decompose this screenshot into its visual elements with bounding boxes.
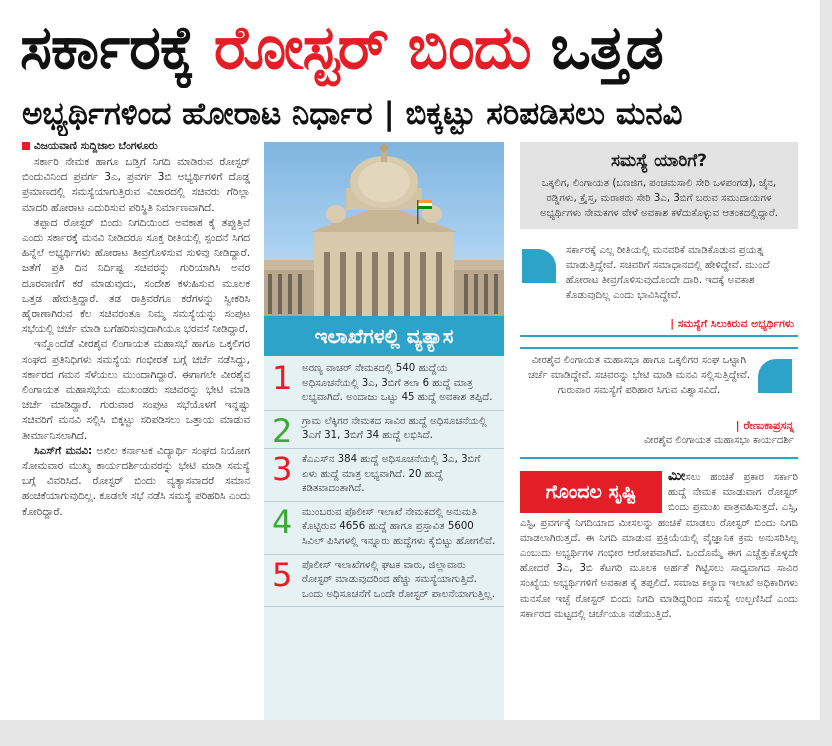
mahasabha-quote-text: ವೀರಶೈವ ಲಿಂಗಾಯತ ಮಹಾಸಭಾ ಹಾಗೂ ಒಕ್ಕಲಿಗರ ಸಂಘ ಒಟ್ಟಾಗಿ ಚರ್ಚೆ ಮಾಡಿದ್ದೇವೆ. ಸಚಿವರನ್ನು ಭೇಟಿ ಮಾಡಿ ಮನವಿ ಸಲ್ಲಿಸುತ್ತಿದ್ದೇವೆ. ಗುರುವಾರ ಸಮಸ್ಯೆಗೆ ಪರಿಹಾರ ಸಿಗುವ ವಿಶ್ವಾಸವಿದೆ.: [528, 355, 750, 396]
main-article: [22, 140, 250, 710]
department-item-number: 2: [272, 411, 293, 450]
mahasabha-quote-name: | ರೇಣುಕಾಪ್ರಸನ್ನ: [735, 419, 794, 432]
department-panel: [264, 142, 504, 720]
mahasabha-quote-org: ವೀರಶೈವ ಲಿಂಗಾಯತ ಮಹಾಸಭಾ ಕಾರ್ಯದರ್ಶಿ: [644, 435, 794, 446]
who-affected-title: ಸಮಸ್ಯೆ ಯಾರಿಗೆ?: [610, 151, 708, 171]
candidates-quote-source: | ಸಮಸ್ಯೆಗೆ ಸಿಲುಕಿರುವ ಅಭ್ಯರ್ಥಿಗಳು: [670, 318, 794, 330]
subheadline: ಅಭ್ಯರ್ಥಿಗಳಿಂದ ಹೋರಾಟ ನಿರ್ಧಾರ | ಬಿಕ್ಕಟ್ಟು ಸರಿಪಡಿಸಲು ಮನವಿ: [22, 96, 683, 132]
department-item-number: 3: [272, 449, 293, 488]
who-affected-box: [520, 142, 798, 229]
page-shadow-right: [820, 0, 832, 746]
department-item-text: ಪೊಲೀಸ್ ಇಲಾಖೆಗಳಲ್ಲಿ ಘಟಕ ವಾರು, ಜಿಲ್ಲಾವಾರು ರೋಸ್ಟರ್ ಮಾಡುವುದರಿಂದ ಹೆಚ್ಚು ಸಮಸ್ಯೆಯಾಗುತ್ತಿದೆ. ಒಂದು ಅಧಿಸೂಚನೆಗೆ ಒಂದೇ ರೋಸ್ಟರ್ ಪಾಲನೆಯಾಗುತ್ತಿಲ್ಲ.: [302, 559, 496, 600]
candidates-quote: [520, 243, 798, 337]
department-item: [264, 358, 504, 411]
article-paragraph-4-text: ಅಖಿಲ ಕರ್ನಾಟಕ ವಿದ್ಯಾರ್ಥಿ ಸಂಘದ ನಿಯೋಗ ಸೋಮವಾರ ಮುಖ್ಯ ಕಾರ್ಯದರ್ಶಿಯವರನ್ನು ಭೇಟಿ ಮಾಡಿ ಸಮಸ್ಯೆ ಬಗ್ಗೆ ವಿವರಿಸಿದೆ. ರೋಸ್ಟರ್ ಬಿಂದು ವ್ಯತ್ಯಾಸವಾದರೆ ಸಮಾನ ಹಂಚಿಕೆಯಾಗುವುದಿಲ್ಲ. ಕೂಡಲೇ ಸಭೆ ನಡೆಸಿ ಸಮಸ್ಯೆ ಪರಿಹರಿಸಿ ಎಂದು ಕೋರಿದ್ದಾರೆ.: [22, 444, 250, 518]
confusion-drop-cap: ಮೀ: [668, 468, 686, 484]
department-item-number: 4: [272, 502, 293, 541]
department-item: [264, 411, 504, 449]
department-item-text: ಮುಂಬರುವ ಪೊಲೀಸ್ ಇಲಾಖೆ ನೇಮಕದಲ್ಲಿ ಅನುಮತಿ ಕೊಟ್ಟಿರುವ 4656 ಹುದ್ದೆ ಹಾಗೂ ಪ್ರಸ್ತಾವಿತ 5600 ಸಿವಿಲ್ ಪಿಸಿಗಳಲ್ಲಿ ಇನ್ನೂರು ಹುದ್ದೆಗಳು ಕೈಬಿಟ್ಟು ಹೋಗಲಿವೆ.: [302, 506, 496, 547]
byline-text: ವಿಜಯವಾಣಿ ಸುದ್ದಿಜಾಲ ಬೆಂಗಳೂರು: [34, 140, 158, 152]
departments-list: [264, 358, 504, 607]
headline-part-1: ಸರ್ಕಾರಕ್ಕೆ: [20, 13, 194, 83]
department-item: [264, 555, 504, 608]
confusion-body: ಸಲು ಹಂಚಿಕೆ ಪ್ರಕಾರ ಸರ್ಕಾರಿ ಹುದ್ದೆ ನೇಮಕ ಮಾಡುವಾಗ ರೋಸ್ಟರ್ ಬಿಂದು ಪ್ರಮುಖ ಪಾತ್ರವಹಿಸುತ್ತದೆ. ಎಸ್ಸಿ, ಎಸ್ಟಿ, ಪ್ರವರ್ಗಕ್ಕೆ ನಿಗದಿಯಾದ ಮೀಸಲನ್ನು ಹಂಚಿಕೆ ಮಾಡಲು ರೋಸ್ಟರ್ ಬಿಂದು ನಿಗದಿ ಮಾಡಲಾಗಿರುತ್ತದೆ. ಈ ನಿಗದಿ ಮಾಡುವ ಪ್ರಕ್ರಿಯೆಯಲ್ಲಿ ವೈಜ್ಞಾನಿಕ ಕ್ರಮ ಅನುಸರಿಸಿಲ್ಲ ಎಂಬುದು ಅಭ್ಯರ್ಥಿಗಳ ಗಂಭೀರ ಆರೋಪವಾಗಿದೆ. ಒಂದೊಮ್ಮೆ ಈಗ ಎಚ್ಚೆತ್ತುಕೊಳ್ಳದೇ ಹೋದರೆ 3ಎ, 3ಬಿ ಕೆಟಗರಿ ಮೂಲಕ ಅರ್ಹತೆ ಗಿಟ್ಟಿಸಲು ಸಾಧ್ಯವಾಗದ ಸಾವಿರ ಸಂಖ್ಯೆಯ ಅಭ್ಯರ್ಥಿಗಳಿಗೆ ಅವಕಾಶ ಕೈ ತಪ್ಪಲಿದೆ. ಸಮಾಜ ಕಲ್ಯಾಣ ಇಲಾಖೆ ಅಧಿಕಾರಿಗಳು ಮನಸೋ ಇಚ್ಛೆ ರೋಸ್ಟರ್ ಬಿಂದು ನಿಗದಿ ಮಾಡಿದ್ದರಿಂದ ಸಮಸ್ಯೆ ಉಲ್ಬಣಿಸಿದೆ ಎಂದು ಸರ್ಕಾರದ ಮಟ್ಟದಲ್ಲಿ ಚರ್ಚೆಯೂ ನಡೆಯುತ್ತಿದೆ.: [520, 472, 798, 620]
byline: [22, 140, 250, 153]
vidhana-soudha-illustration: [264, 142, 504, 324]
department-item-text: ಅರಣ್ಯ ವಾಚರ್ ನೇಮಕದಲ್ಲಿ 540 ಹುದ್ದೆಯ ಅಧಿಸೂಚನೆಯಲ್ಲಿ 3ಎ, 3ಬಿಗೆ ತಲಾ 6 ಹುದ್ದೆ ಮಾತ್ರ ಲಭ್ಯವಾಗಿದೆ. ಅಂದಾಜು ಒಟ್ಟು 45 ಹುದ್ದೆ ಅವಕಾಶ ತಪ್ಪಿದೆ.: [302, 363, 493, 404]
byline-square-icon: [22, 142, 30, 150]
side-column: [520, 142, 798, 720]
department-item-text: ಕೆಎಎಸ್‌ನ 384 ಹುದ್ದೆ ಅಧಿಸೂಚನೆಯಲ್ಲಿ 3ಎ, 3ಬಿಗೆ ಏಳು ಹುದ್ದೆ ಮಾತ್ರ ಲಭ್ಯವಾಗಿದೆ. 20 ಹುದ್ದೆ ಕಡಿತವಾದಂತಾಗಿದೆ.: [302, 453, 481, 495]
department-item-number: 1: [272, 359, 293, 397]
mahasabha-quote: [520, 347, 798, 459]
departments-title: ಇಲಾಖೆಗಳಲ್ಲಿ ವ್ಯತ್ಯಾಸ: [264, 316, 504, 356]
headline-part-3: ಒತ್ತಡ: [550, 13, 663, 83]
department-item: [264, 449, 504, 502]
article-paragraph-1: ಸರ್ಕಾರಿ ನೇಮಕ ಹಾಗೂ ಬಡ್ತಿಗೆ ನಿಗದಿ ಮಾಡಿರುವ ರೋಸ್ಟರ್ ಬಿಂದುವಿನಿಂದ ಪ್ರವರ್ಗ 3ಎ, ಪ್ರವರ್ಗ 3ಬಿ ಅಭ್ಯರ್ಥಿಗಳಿಗೆ ದೊಡ್ಡ ಪ್ರಮಾಣದಲ್ಲಿ ಸಮಸ್ಯೆಯಾಗುತ್ತಿರುವ ವಿಚಾರದಲ್ಲಿ ಸಚಿವರು ಗೆರಿಲ್ಲಾ ಮಾದರಿ ಹೋರಾಟ ಎದುರಿಸುವ ಪರಿಸ್ಥಿತಿ ನಿರ್ಮಾಣವಾಗಿದೆ.: [22, 156, 250, 214]
confusion-section: [520, 469, 798, 622]
article-paragraph-4: [22, 444, 250, 520]
page-shadow-bottom: [0, 720, 832, 746]
candidates-quote-text: ಸರ್ಕಾರಕ್ಕೆ ಎಲ್ಲ ರೀತಿಯಲ್ಲಿ ಮನವರಿಕೆ ಮಾಡಿಕೊಡುವ ಪ್ರಯತ್ನ ಮಾಡುತ್ತಿದ್ದೇವೆ. ಸಚಿವರಿಗೆ ಸಮಾಧಾನದಲ್ಲಿ ಹೇಳಿದ್ದೇವೆ. ಮುಂದೆ ಹೋರಾಟ ತೀವ್ರಗೊಳಿಸುವುದೊಂದೇ ದಾರಿ. ಇದಕ್ಕೆ ಅವಕಾಶ ಕೊಡುವುದಿಲ್ಲ ಎಂದು ಭಾವಿಸಿದ್ದೇವೆ.: [566, 245, 770, 301]
quote-mark-icon: [758, 359, 792, 393]
department-item-text: ಗ್ರಾಮ ಲೆಕ್ಕಿಗರ ನೇಮಕದ ಸಾವಿರ ಹುದ್ದೆ ಅಧಿಸೂಚನೆಯಲ್ಲಿ 3ಎಗೆ 31, 3ಬಿಗೆ 34 ಹುದ್ದೆ ಲಭಿಸಿದೆ.: [302, 415, 487, 442]
department-item-number: 5: [272, 555, 293, 594]
confusion-badge: ಗೊಂದಲ ಸೃಷ್ಟಿ: [520, 471, 662, 513]
article-paragraph-4-lead: ಸಿಎಸ್‌ಗೆ ಮನವಿ:: [34, 444, 93, 457]
headline-part-2: ರೋಸ್ಟರ್ ಬಿಂದು: [213, 13, 531, 83]
vidhana-soudha-photo: [264, 142, 504, 324]
quote-mark-icon: [522, 249, 556, 283]
article-paragraph-2: ತಪ್ಪಾದ ರೋಸ್ಟರ್ ಬಿಂದು ನಿಗದಿಯಿಂದ ಅವಕಾಶ ಕೈ ತಪ್ಪುತ್ತಿವೆ ಎಂದು ಸರ್ಕಾರಕ್ಕೆ ಮನವಿ ನೀಡಿದರೂ ಸೂಕ್ತ ರೀತಿಯಲ್ಲಿ ಸ್ಪಂದನೆ ಸಿಗದ ಹಿನ್ನೆಲೆ ಅಭ್ಯರ್ಥಿಗಳು ಹೋರಾಟ ತೀವ್ರಗೊಳಿಸುವ ಸುಳಿವು ನೀಡಿದ್ದಾರೆ. ಜತೆಗೆ ಪ್ರತಿ ದಿನ ನಿರ್ದಿಷ್ಟ ಸಚಿವರನ್ನು ಗುರಿಯಾಗಿಸಿ ಅವರ ದೂರವಾಣಿಗೆ ಕರೆ ಮಾಡುವುದು, ಸಂದೇಶ ಕಳುಹಿಸುವ ಮೂಲಕ ಒತ್ತಡ ಹೇರುತ್ತಿದ್ದಾರೆ. ತಡ ರಾತ್ರಿವರೆಗೂ ಕರೆಗಳನ್ನು ಸ್ವೀಕರಿಸಿ ಹೈರಾಣಾಗಿರುವ ಕೆಲ ಸಚಿವರಂತೂ ನಿಮ್ಮ ಸಮಸ್ಯೆಯನ್ನು ಸಂಪುಟ ಸಭೆಯಲ್ಲಿ ಚರ್ಚೆ ಮಾಡಿ ಬಗೆಹರಿಸುವುದಾಗಿಯೂ ಭರವಸೆ ನೀಡಿದ್ದಾರೆ.: [22, 216, 250, 336]
department-item: [264, 502, 504, 555]
headline: [20, 8, 810, 88]
article-paragraph-3: ಇನ್ನೊಂದೆಡೆ ವೀರಶೈವ ಲಿಂಗಾಯತ ಮಹಾಸಭೆ ಹಾಗೂ ಒಕ್ಕಲಿಗರ ಸಂಘದ ಪ್ರತಿನಿಧಿಗಳು ಸಮಸ್ಯೆಯ ಗಂಭೀರತೆ ಬಗ್ಗೆ ಚರ್ಚೆ ನಡೆಸಿದ್ದು, ಸರ್ಕಾರದ ಗಮನ ಸೆಳೆಯಲು ಮುಂದಾಗಿದ್ದಾರೆ. ಈಗಾಗಲೇ ವೀರಶೈವ ಲಿಂಗಾಯತ ಮಹಾಸಭೆಯ ಮುಖಂಡರು ಸಚಿವರನ್ನು ಭೇಟಿ ಮಾಡಿ ಚರ್ಚೆ ಮಾಡಿದ್ದಾರೆ. ಗುರುವಾರ ಸಂಪುಟ ಸಭೆಯೊಳಗೆ ಇನ್ನಷ್ಟು ಸಚಿವರಿಗೆ ಮನವಿ ಸಲ್ಲಿಸಿ ಬಿಕ್ಕಟ್ಟು ಸರಿಪಡಿಸಲು ಒತ್ತಾಯ ಮಾಡುವ ತೀರ್ಮಾನಿಸಲಾಗಿದೆ.: [22, 338, 250, 442]
who-affected-text: ಒಕ್ಕಲಿಗ, ಲಿಂಗಾಯತ (ಬಣಜಿಗ, ಪಂಚಮಸಾಲಿ ಸೇರಿ ಒಳಪಂಗಡ), ಜೈನ, ರಡ್ಡಿಗಳು, ಕ್ರೈಸ್ತ, ಮರಾಠರು ಸೇರಿ 3ಎ, 3ಬಿಗೆ ಬರುವ ಸಮುದಾಯಗಳ ಅಭ್ಯರ್ಥಿಗಳು ನೇಮಕಗಳ ವೇಳೆ ಅವಕಾಶ ಕಳೆದುಕೊಳ್ಳುವ ಆತಂಕದಲ್ಲಿದ್ದಾರೆ.: [539, 178, 778, 219]
